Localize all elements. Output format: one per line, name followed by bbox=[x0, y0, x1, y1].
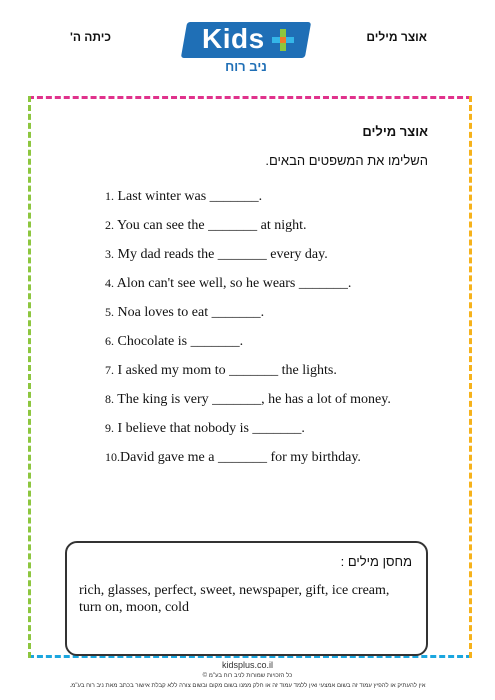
question-item bbox=[105, 276, 391, 305]
question-text: You can see the _______ at night. bbox=[116, 218, 307, 233]
question-number: 9. bbox=[105, 421, 114, 435]
question-number: 7. bbox=[105, 363, 114, 377]
question-item bbox=[105, 189, 391, 218]
question-number: 4. bbox=[105, 276, 114, 290]
word-bank-title: מחסן מילים : bbox=[340, 554, 412, 569]
worksheet-title: אוצר מילים bbox=[362, 124, 428, 139]
word-bank-box bbox=[65, 541, 428, 656]
question-list bbox=[105, 189, 391, 479]
footer-copyright: כל הזכויות שמורות לניב רוח בע"מ © bbox=[202, 673, 293, 679]
topic-label: אוצר מילים bbox=[366, 30, 427, 44]
plus-icon bbox=[272, 29, 294, 51]
word-bank-words: rich, glasses, perfect, sweet, newspaper, gift, ice cream, turn on, moon, cold bbox=[79, 583, 390, 615]
kids-plus-logo bbox=[184, 22, 310, 78]
question-item bbox=[105, 218, 391, 247]
question-text: The king is very _______, he has a lot of money. bbox=[117, 392, 391, 407]
question-text: Noa loves to eat _______. bbox=[117, 305, 265, 320]
logo-text: Kids bbox=[202, 23, 265, 54]
grade-label: כיתה ה' bbox=[70, 30, 112, 44]
question-text: David gave me a _______ for my birthday. bbox=[120, 450, 361, 465]
question-item bbox=[105, 392, 391, 421]
footer-legal-notice: אין להעתיק או להפיץ עמוד זה בשום אמצעי ואין ללמד עמוד זה או חלק ממנו בשום מקום ובשום צורה ללא קבלת אישור בכתב מאת ניב רוח בע"מ. bbox=[69, 683, 426, 689]
dashed-border-top bbox=[28, 96, 472, 99]
question-text: My dad reads the _______ every day. bbox=[117, 247, 328, 262]
question-number: 8. bbox=[105, 392, 114, 406]
question-text: Last winter was _______. bbox=[117, 189, 263, 204]
question-number: 2. bbox=[105, 218, 114, 232]
question-number: 5. bbox=[105, 305, 114, 319]
question-number: 6. bbox=[105, 334, 114, 348]
question-text: I believe that nobody is _______. bbox=[117, 421, 305, 436]
question-text: Alon can't see well, so he wears _______. bbox=[116, 276, 352, 291]
question-item bbox=[105, 421, 391, 450]
question-item bbox=[105, 305, 391, 334]
question-item bbox=[105, 363, 391, 392]
question-number: 3. bbox=[105, 247, 114, 261]
question-item bbox=[105, 247, 391, 276]
question-item bbox=[105, 334, 391, 363]
dashed-border-right bbox=[469, 96, 472, 658]
footer-url: kidsplus.co.il bbox=[221, 660, 274, 670]
question-item bbox=[105, 450, 391, 479]
question-text: I asked my mom to _______ the lights. bbox=[117, 363, 337, 378]
dashed-border-left bbox=[28, 96, 31, 658]
question-text: Chocolate is _______. bbox=[117, 334, 244, 349]
question-number: 1. bbox=[105, 189, 114, 203]
question-number: 10. bbox=[105, 450, 120, 464]
worksheet-instruction: השלימו את המשפטים הבאים. bbox=[265, 153, 428, 168]
logo-subtitle: ניב רוח bbox=[225, 59, 267, 74]
